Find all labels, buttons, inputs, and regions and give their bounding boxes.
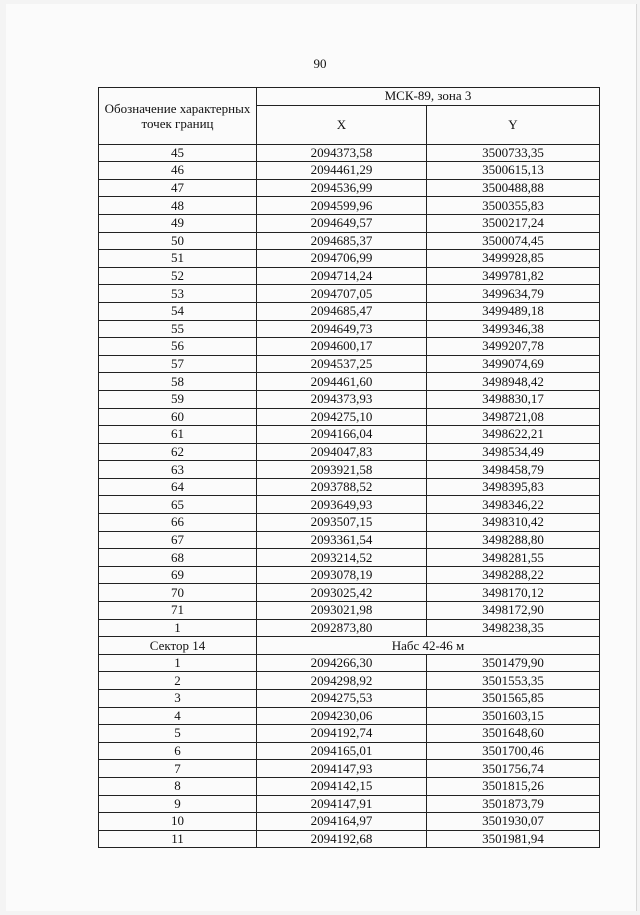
point-number: 7 (99, 760, 257, 778)
coord-y: 3498721,08 (427, 408, 600, 426)
table-row (99, 373, 600, 391)
coord-x: 2094147,93 (257, 760, 427, 778)
coord-x: 2094536,99 (257, 179, 427, 197)
coord-y: 3501648,60 (427, 725, 600, 743)
table-row (99, 584, 600, 602)
coord-x: 2094165,01 (257, 742, 427, 760)
coord-x: 2094707,05 (257, 285, 427, 303)
table-row (99, 690, 600, 708)
point-number: 63 (99, 461, 257, 479)
coord-x: 2094192,68 (257, 830, 427, 848)
point-number: 67 (99, 531, 257, 549)
point-number: 60 (99, 408, 257, 426)
header-y: Y (427, 105, 600, 144)
table-row (99, 496, 600, 514)
table-row (99, 602, 600, 620)
table-row (99, 197, 600, 215)
coord-y: 3501603,15 (427, 707, 600, 725)
sector-row-group (99, 637, 600, 655)
coord-x: 2094706,99 (257, 250, 427, 268)
table-row (99, 672, 600, 690)
coord-x: 2094461,60 (257, 373, 427, 391)
coord-x: 2094685,47 (257, 302, 427, 320)
table-row (99, 338, 600, 356)
coord-x: 2093361,54 (257, 531, 427, 549)
table-row (99, 813, 600, 831)
coordinates-table (98, 87, 600, 848)
table-row (99, 478, 600, 496)
point-number: 65 (99, 496, 257, 514)
point-number: 62 (99, 443, 257, 461)
coord-y: 3500074,45 (427, 232, 600, 250)
table-row (99, 760, 600, 778)
page-number: 90 (313, 56, 327, 71)
point-number: 50 (99, 232, 257, 250)
point-number: 66 (99, 514, 257, 532)
coord-y: 3499781,82 (427, 267, 600, 285)
coord-y: 3498622,21 (427, 426, 600, 444)
point-number: 59 (99, 390, 257, 408)
coord-x: 2093021,98 (257, 602, 427, 620)
coord-x: 2094192,74 (257, 725, 427, 743)
coord-y: 3498288,22 (427, 566, 600, 584)
coord-y: 3500488,88 (427, 179, 600, 197)
coord-x: 2094600,17 (257, 338, 427, 356)
coord-y: 3500355,83 (427, 197, 600, 215)
table-row (99, 426, 600, 444)
coord-y: 3501553,35 (427, 672, 600, 690)
coord-x: 2094275,10 (257, 408, 427, 426)
coord-y: 3500217,24 (427, 214, 600, 232)
coord-y: 3498948,42 (427, 373, 600, 391)
coord-x: 2093025,42 (257, 584, 427, 602)
coord-y: 3501930,07 (427, 813, 600, 831)
coord-y: 3501873,79 (427, 795, 600, 813)
coord-x: 2094649,73 (257, 320, 427, 338)
point-number: 48 (99, 197, 257, 215)
coord-y: 3498534,49 (427, 443, 600, 461)
coord-y: 3498281,55 (427, 549, 600, 567)
table-row (99, 549, 600, 567)
point-number: 8 (99, 777, 257, 795)
table-row (99, 830, 600, 848)
point-number: 49 (99, 214, 257, 232)
point-number: 69 (99, 566, 257, 584)
table-row (99, 320, 600, 338)
table-row (99, 390, 600, 408)
coord-x: 2094166,04 (257, 426, 427, 444)
coord-x: 2094142,15 (257, 777, 427, 795)
table-row (99, 742, 600, 760)
table-row (99, 725, 600, 743)
point-number: 47 (99, 179, 257, 197)
coord-x: 2094714,24 (257, 267, 427, 285)
point-number: 68 (99, 549, 257, 567)
coord-x: 2094047,83 (257, 443, 427, 461)
coord-y: 3498170,12 (427, 584, 600, 602)
coord-x: 2094649,57 (257, 214, 427, 232)
point-number: 9 (99, 795, 257, 813)
coord-x: 2093214,52 (257, 549, 427, 567)
point-number: 56 (99, 338, 257, 356)
point-number: 57 (99, 355, 257, 373)
point-number: 46 (99, 162, 257, 180)
point-number: 58 (99, 373, 257, 391)
coord-x: 2094164,97 (257, 813, 427, 831)
coord-y: 3501815,26 (427, 777, 600, 795)
point-number: 6 (99, 742, 257, 760)
coord-y: 3500615,13 (427, 162, 600, 180)
coord-x: 2094275,53 (257, 690, 427, 708)
coord-y: 3501479,90 (427, 654, 600, 672)
coord-y: 3498238,35 (427, 619, 600, 637)
point-number: 64 (99, 478, 257, 496)
table-row (99, 250, 600, 268)
table-row (99, 777, 600, 795)
coord-x: 2092873,80 (257, 619, 427, 637)
coord-y: 3498310,42 (427, 514, 600, 532)
coord-y: 3501981,94 (427, 830, 600, 848)
coord-x: 2093649,93 (257, 496, 427, 514)
table-row (99, 232, 600, 250)
table-row (99, 443, 600, 461)
header-coordinate-system: МСК-89, зона 3 (257, 88, 600, 106)
table-row (99, 355, 600, 373)
point-number: 2 (99, 672, 257, 690)
point-number: 1 (99, 619, 257, 637)
point-number: 45 (99, 144, 257, 162)
point-number: 4 (99, 707, 257, 725)
table-row (99, 285, 600, 303)
point-number: 54 (99, 302, 257, 320)
table-row (99, 179, 600, 197)
table-body-part-2 (99, 654, 600, 848)
coord-x: 2094373,58 (257, 144, 427, 162)
table-row (99, 531, 600, 549)
coord-y: 3498346,22 (427, 496, 600, 514)
point-number: 53 (99, 285, 257, 303)
table-row (99, 144, 600, 162)
coord-y: 3498830,17 (427, 390, 600, 408)
coord-x: 2093507,15 (257, 514, 427, 532)
coord-x: 2094147,91 (257, 795, 427, 813)
coord-x: 2094461,29 (257, 162, 427, 180)
point-number: 52 (99, 267, 257, 285)
coord-x: 2093788,52 (257, 478, 427, 496)
point-number: 70 (99, 584, 257, 602)
coord-x: 2094537,25 (257, 355, 427, 373)
coord-y: 3501756,74 (427, 760, 600, 778)
point-number: 61 (99, 426, 257, 444)
coord-y: 3499207,78 (427, 338, 600, 356)
point-number: 5 (99, 725, 257, 743)
coord-y: 3499634,79 (427, 285, 600, 303)
point-number: 10 (99, 813, 257, 831)
coord-y: 3499074,69 (427, 355, 600, 373)
coord-x: 2093921,58 (257, 461, 427, 479)
point-number: 71 (99, 602, 257, 620)
table-row (99, 302, 600, 320)
table-row (99, 461, 600, 479)
coord-x: 2094599,96 (257, 197, 427, 215)
point-number: 1 (99, 654, 257, 672)
table-row (99, 654, 600, 672)
coord-y: 3499346,38 (427, 320, 600, 338)
table-row (99, 267, 600, 285)
coord-y: 3498458,79 (427, 461, 600, 479)
coord-y: 3498395,83 (427, 478, 600, 496)
sector-row (99, 637, 600, 655)
table-row (99, 566, 600, 584)
coord-y: 3499489,18 (427, 302, 600, 320)
table-row (99, 795, 600, 813)
coord-y: 3498172,90 (427, 602, 600, 620)
coord-x: 2094685,37 (257, 232, 427, 250)
table-row (99, 514, 600, 532)
coord-y: 3498288,80 (427, 531, 600, 549)
coord-y: 3499928,85 (427, 250, 600, 268)
table-body-part-1 (99, 144, 600, 637)
header-designation: Обозначение характерных точек границ (99, 88, 257, 145)
header-x: X (257, 105, 427, 144)
point-number: 11 (99, 830, 257, 848)
point-number: 3 (99, 690, 257, 708)
coord-y: 3501565,85 (427, 690, 600, 708)
coord-y: 3501700,46 (427, 742, 600, 760)
table-row (99, 162, 600, 180)
sector-label: Сектор 14 (99, 637, 257, 655)
sector-height: Набс 42-46 м (257, 637, 600, 655)
coord-x: 2094298,92 (257, 672, 427, 690)
coord-x: 2094230,06 (257, 707, 427, 725)
table-row (99, 619, 600, 637)
coord-y: 3500733,35 (427, 144, 600, 162)
table-row (99, 707, 600, 725)
table-row (99, 214, 600, 232)
coord-x: 2093078,19 (257, 566, 427, 584)
point-number: 51 (99, 250, 257, 268)
coord-x: 2094266,30 (257, 654, 427, 672)
point-number: 55 (99, 320, 257, 338)
coord-x: 2094373,93 (257, 390, 427, 408)
table-row (99, 408, 600, 426)
